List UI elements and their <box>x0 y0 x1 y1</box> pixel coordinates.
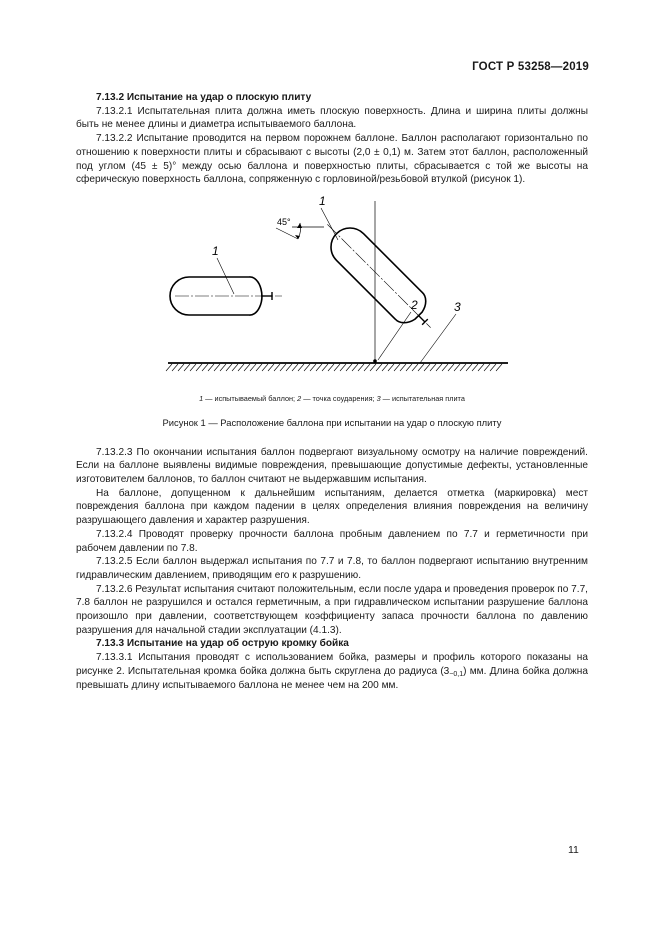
p8-text-before: 7.13.3.1 Испытания проводят с использованием бойка, размеры и профиль которого показаны на рисунке 2. Испытательная кромка бойка должна быть скруглена до радиуса (3 <box>76 652 588 677</box>
cylinder-tilted <box>314 211 444 341</box>
plate-hatch-line <box>364 364 370 371</box>
paragraph-7-13-2-5: 7.13.2.5 Если баллон выдержал испытания по 7.7 и 7.8, то баллон подвергают испытанию внутренним гидравлическим давлением, приводящим его к разрушению. <box>76 556 588 581</box>
plate-hatch-line <box>184 364 190 371</box>
plate-hatch-line <box>490 364 496 371</box>
plate-hatch-line <box>304 364 310 371</box>
plate-hatch-line <box>226 364 232 371</box>
plate-hatch-line <box>454 364 460 371</box>
plate-hatch-line <box>262 364 268 371</box>
plate-hatch-line <box>232 364 238 371</box>
plate-hatch-line <box>448 364 454 371</box>
plate-hatch-line <box>202 364 208 371</box>
figure-1 <box>76 195 588 392</box>
label-test-plate: 3 <box>454 299 461 314</box>
plate-hatch-line <box>208 364 214 371</box>
plate-hatch-line <box>334 364 340 371</box>
plate-hatch-line <box>214 364 220 371</box>
plate-hatch-line <box>388 364 394 371</box>
plate-hatch-line <box>274 364 280 371</box>
plate-hatch-line <box>196 364 202 371</box>
plate-hatch-line <box>172 364 178 371</box>
plate-hatch-line <box>220 364 226 371</box>
cylinder-horizontal <box>170 277 282 315</box>
plate-hatch-line <box>352 364 358 371</box>
plate-hatch-line <box>442 364 448 371</box>
plate-hatch-line <box>496 364 502 371</box>
plate-hatch-line <box>376 364 382 371</box>
plate-hatch-line <box>430 364 436 371</box>
legend-num-1: 1 <box>199 393 204 403</box>
legend-num-3: 3 <box>376 393 381 403</box>
plate-hatch-line <box>292 364 298 371</box>
plate-hatch-line <box>412 364 418 371</box>
p8-text-after: ) мм. Длина бойка должна превышать длину испытываемого баллона не менее чем на 200 мм. <box>76 665 588 691</box>
legend-text-1: — испытываемый баллон; <box>203 393 298 403</box>
label-cylinder-horizontal: 1 <box>212 243 219 258</box>
plate-hatch-line <box>238 364 244 371</box>
plate-hatch-line <box>358 364 364 371</box>
plate-hatch-line <box>316 364 322 371</box>
plate-hatch-line <box>370 364 376 371</box>
plate-hatch-line <box>472 364 478 371</box>
figure-1-drawing <box>76 195 588 392</box>
plate-hatch-line <box>166 364 172 371</box>
document-standard-number: ГОСТ Р 53258—2019 <box>472 61 589 73</box>
paragraph-7-13-2-2: 7.13.2.2 Испытание проводится на первом порожнем баллоне. Баллон располагают горизонтально по отношению к поверхности плиты и сбрасывают с высоты (2,0 ± 0,1) м. Затем этот баллон, расположенный под углом (45 ± 5)° между осью баллона и поверхностью плиты, сбрасывается с той же высоты на сферическую поверхность баллона, сопряженную с горловиной/резьбовой втулкой (рисунок 1). <box>76 133 588 186</box>
plate-hatch-line <box>484 364 490 371</box>
legend-text-3: — испытательная плита <box>380 393 465 403</box>
plate-hatch-line <box>346 364 352 371</box>
main-content <box>76 91 588 692</box>
angle-label: 45° <box>277 216 291 227</box>
section-heading-flat-plate: 7.13.2 Испытание на удар о плоскую плиту <box>96 92 312 103</box>
plate-hatch-line <box>256 364 262 371</box>
plate-hatch-line <box>178 364 184 371</box>
paragraph-7-13-2-1: 7.13.2.1 Испытательная плита должна иметь плоскую поверхность. Длина и ширина плиты должны быть не менее длины и диаметра испытываемого баллона. <box>76 105 588 131</box>
paragraph-7-13-2-4: 7.13.2.4 Проводят проверку прочности баллона пробным давлением по 7.7 и герметичности при рабочем давлении по 7.8. <box>76 528 588 554</box>
plate-hatch-line <box>460 364 466 371</box>
plate-hatch-line <box>244 364 250 371</box>
plate-hatch-line <box>406 364 412 371</box>
plate-hatch-line <box>280 364 286 371</box>
plate-hatch-line <box>298 364 304 371</box>
paragraph-marking: На баллоне, допущенном к дальнейшим испытаниям, делается отметка (маркировка) мест повреждения баллона при каждом падении в целях определения влияния повреждения на величину разрушающего давления и характер разрушения. <box>76 487 588 527</box>
plate-hatch-line <box>190 364 196 371</box>
plate-hatch-line <box>400 364 406 371</box>
plate-hatch-line <box>478 364 484 371</box>
plate-hatch-line <box>322 364 328 371</box>
legend-num-2: 2 <box>297 393 302 403</box>
plate-hatch-line <box>268 364 274 371</box>
plate-hatch-line <box>328 364 334 371</box>
plate-hatch-line <box>418 364 424 371</box>
plate-hatch-line <box>424 364 430 371</box>
figure-1-caption: Рисунок 1 — Расположение баллона при испытании на удар о плоскую плиту <box>162 416 502 428</box>
radius-tolerance: −0,1 <box>449 670 464 678</box>
label-impact-point: 2 <box>411 297 418 312</box>
label-cylinder-tilted: 1 <box>319 194 326 208</box>
figure-1-legend <box>76 394 588 404</box>
page-number: 11 <box>568 844 579 856</box>
paragraph-7-13-2-3: 7.13.2.3 По окончании испытания баллон подвергают визуальному осмотру на наличие повреждений. Если на баллоне выявлены видимые повреждения, превышающие допустимые дефекты, установленные изготовителем баллонов, то баллон считают не выдержавшим испытания. <box>76 446 588 486</box>
paragraph-7-13-2-6: 7.13.2.6 Результат испытания считают положительным, если после удара и проведения проверок по 7.7, 7.8 баллон не разрушился и остался герметичным, а при гидравлическом испытании разрушение баллона произошло при давлении, соответствующем коэффициенту запаса прочности баллона по давлению разрушения для начальной стадии эксплуатации (4.1.3). <box>76 583 588 636</box>
plate-hatch-line <box>340 364 346 371</box>
test-plate <box>166 363 508 371</box>
plate-hatch-line <box>286 364 292 371</box>
plate-hatch-line <box>310 364 316 371</box>
paragraph-7-13-3-1 <box>76 651 588 692</box>
plate-hatch-line <box>394 364 400 371</box>
legend-text-2: — точка соударения; <box>301 393 377 403</box>
section-heading-sharp-edge: 7.13.3 Испытание на удар об острую кромку бойка <box>96 638 349 650</box>
plate-hatch-line <box>466 364 472 371</box>
plate-hatch-line <box>382 364 388 371</box>
plate-hatch-line <box>250 364 256 371</box>
plate-hatch-line <box>436 364 442 371</box>
